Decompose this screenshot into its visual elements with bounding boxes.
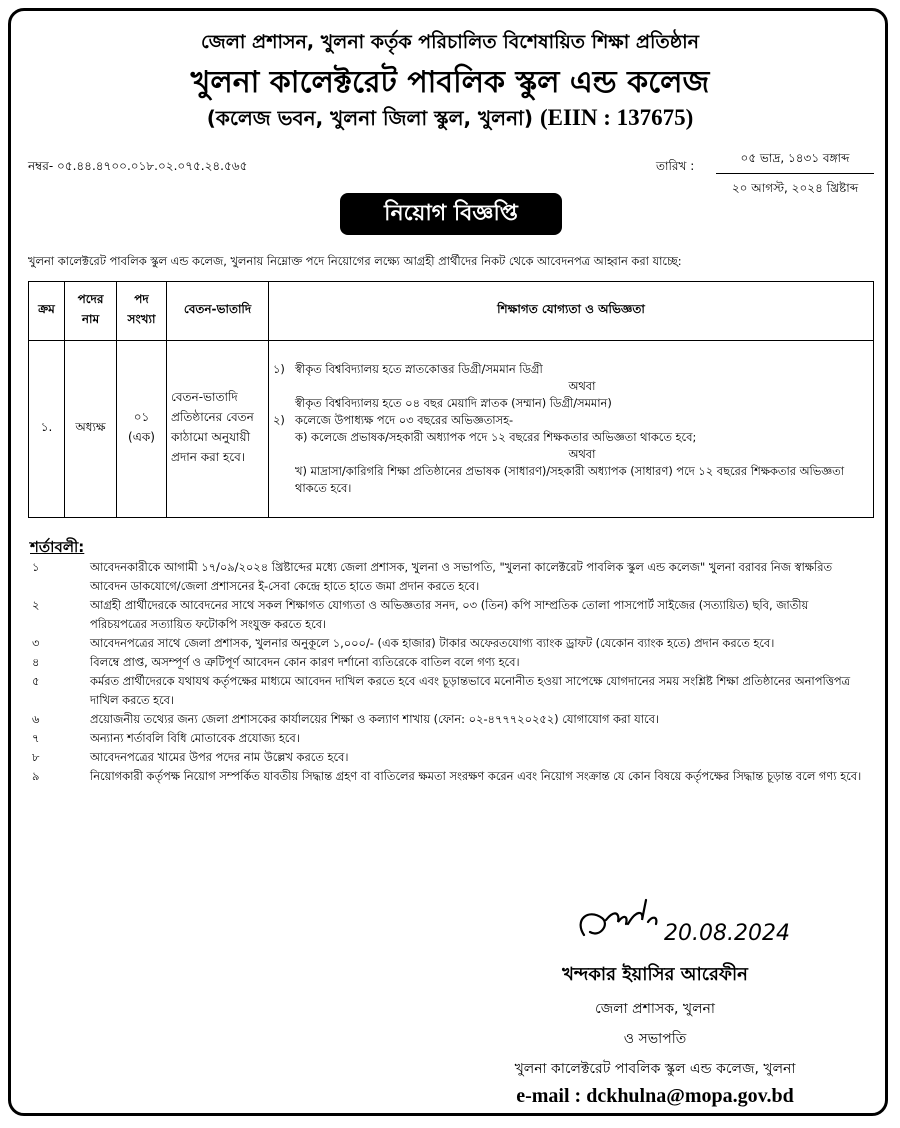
term-text: আবেদনপত্রের সাথে জেলা প্রশাসক, খুলনার অনুকূলে ১,০০০/- (এক হাজার) টাকার অফেরতযোগ্য ব্যাংক ড্রাফট (যেকোন ব্যাংক হতে) প্রদান করতে হবে।	[90, 636, 775, 650]
col-count: পদ সংখ্যা	[117, 282, 167, 341]
list-item	[30, 558, 868, 596]
signature-date: 20.08.2024	[664, 921, 790, 946]
qual-1b: স্বীকৃত বিশ্ববিদ্যালয় হতে ০৪ বছর মেয়াদি স্নাতক (সম্মান) ডিগ্রী/সমমান)	[295, 396, 612, 410]
qual-or-2: অথবা	[568, 447, 596, 461]
list-item	[30, 729, 868, 748]
date-english: ২০ আগস্ট, ২০২৪ খ্রিষ্টাব্দ	[731, 181, 859, 195]
signatory-block	[440, 960, 870, 1108]
term-number: ১	[32, 560, 40, 574]
header-authority: জেলা প্রশাসন, খুলনা কর্তৃক পরিচালিত বিশেষায়িত শিক্ষা প্রতিষ্ঠান	[201, 31, 699, 53]
term-text: প্রয়োজনীয় তথ্যের জন্য জেলা প্রশাসকের কার্যালয়ের শিক্ষা ও কল্যাণ শাখায় (ফোন: ০২-৪৭৭৭২০২৫২) যোগাযোগ করা যাবে।	[90, 712, 660, 726]
term-number: ৬	[32, 712, 40, 726]
address-text: (কলেজ ভবন, খুলনা জিলা স্কুল, খুলনা)	[206, 106, 533, 130]
col-salary: বেতন-ভাতাদি	[167, 282, 269, 341]
term-number: ২	[32, 598, 40, 612]
qual-num-1: ১)	[273, 362, 285, 376]
list-item	[30, 634, 868, 653]
cell-salary: বেতন-ভাতাদি প্রতিষ্ঠানের বেতন কাঠামো অনুযায়ী প্রদান করা হবে।	[167, 341, 269, 518]
institution-address	[0, 104, 900, 137]
term-number: ৩	[32, 636, 40, 650]
term-text: অন্যান্য শর্তাবলি বিধি মোতাবেক প্রযোজ্য হবে।	[90, 731, 300, 745]
term-text: আগ্রহী প্রার্থীদেরকে আবেদনের সাথে সকল শিক্ষাগত যোগ্যতা ও অভিজ্ঞতার সনদ, ০৩ (তিন) কপি সাম্প্রতিক তোলা পাসপোর্ট সাইজের (সত্যায়িত) ছবি, জাতীয় পরিচয়পত্রের সত্যায়িত ফটোকপি সংযুক্ত করতে হবে।	[90, 598, 809, 631]
qual-2: কলেজে উপাধ্যক্ষ পদে ০৩ বছরের অভিজ্ঞতাসহ-	[295, 413, 514, 427]
eiin-number: (EIIN : 137675)	[539, 105, 694, 130]
cell-post: অধ্যক্ষ	[65, 341, 117, 518]
terms-list	[30, 558, 868, 786]
list-item	[30, 596, 868, 634]
cell-serial: ১.	[29, 341, 65, 518]
term-number: ৮	[32, 750, 40, 764]
term-number: ৪	[32, 655, 40, 669]
signatory-title: জেলা প্রশাসক, খুলনা	[595, 1001, 715, 1017]
term-text: আবেদনপত্রের খামের উপর পদের নাম উল্লেখ করতে হবে।	[90, 750, 349, 764]
term-text: নিয়োগকারী কর্তৃপক্ষ নিয়োগ সম্পর্কিত যাবতীয় সিদ্ধান্ত গ্রহণ বা বাতিলের ক্ষমতা সংরক্ষণ করেন এবং নিয়োগ সংক্রান্ত যে কোন বিষয়ে কর্তৃপক্ষের সিদ্ধান্ত চূড়ান্ত বলে গণ্য হবে।	[90, 769, 862, 783]
signatory-role: ও সভাপতি	[623, 1031, 687, 1047]
intro-text: খুলনা কালেক্টরেট পাবলিক স্কুল এন্ড কলেজ, খুলনায় নিম্নোক্ত পদে নিয়োগের লক্ষ্যে আগ্রহী প্রার্থীদের নিকট থেকে আবেদনপত্র আহ্বান করা যাচ্ছে:	[28, 254, 682, 268]
memo-number: নম্বর- ০৫.৪৪.৪৭০০.০১৮.০২.০৭৫.২৪.৫৬৫	[28, 159, 248, 173]
notice-title: নিয়োগ বিজ্ঞপ্তি	[340, 193, 562, 235]
col-post: পদের নাম	[65, 282, 117, 341]
term-text: বিলম্বে প্রাপ্ত, অসম্পূর্ণ ও ত্রুটিপূর্ণ আবেদন কোন কারণ দর্শানো ব্যতিরেকে বাতিল বলে গণ্য হবে।	[90, 655, 520, 669]
term-number: ৫	[32, 674, 40, 688]
qual-2b: খ) মাদ্রাসা/কারিগরি শিক্ষা প্রতিষ্ঠানের প্রভাষক (সাধারণ)/সহকারী অধ্যাপক (সাধারণ) পদে ১২ বছরের শিক্ষকতার অভিজ্ঞতা থাকতে হবে।	[295, 464, 844, 495]
term-text: কর্মরত প্রার্থীদেরকে যথাযথ কর্তৃপক্ষের মাধ্যমে আবেদন দাখিল করতে হবে এবং চূড়ান্তভাবে মনোনীত হওয়া সাপেক্ষে যোগদানের সময় সংশ্লিষ্ট শিক্ষা প্রতিষ্ঠানের অনাপত্তিপত্র দাখিল করতে হবে।	[90, 674, 850, 707]
date-bangla: ০৫ ভাদ্র, ১৪৩১ বঙ্গাব্দ	[716, 150, 874, 174]
cell-qualification	[269, 341, 874, 518]
qual-num-2: ২)	[273, 413, 285, 427]
table-row	[29, 341, 874, 518]
date-block	[716, 150, 874, 200]
qual-1: স্বীকৃত বিশ্ববিদ্যালয় হতে স্নাতকোত্তর ডিগ্রী/সমমান ডিগ্রী	[295, 362, 543, 376]
term-number: ৯	[32, 769, 40, 783]
qual-or-1: অথবা	[568, 379, 596, 393]
signatory-org: খুলনা কালেক্টরেট পাবলিক স্কুল এন্ড কলেজ, খুলনা	[514, 1061, 796, 1077]
table-header-row	[29, 282, 874, 341]
vacancy-table	[28, 281, 874, 518]
col-serial: ক্রম	[29, 282, 65, 341]
handwritten-signature	[566, 880, 806, 955]
date-label: তারিখ :	[656, 159, 695, 173]
col-qualification: শিক্ষাগত যোগ্যতা ও অভিজ্ঞতা	[269, 282, 874, 341]
term-text: আবেদনকারীকে আগামী ১৭/০৯/২০২৪ খ্রিষ্টাব্দের মধ্যে জেলা প্রশাসক, খুলনা ও সভাপতি, "খুলনা কালেক্টরেট পাবলিক স্কুল এন্ড কলেজ" খুলনা বরাবর নিজ স্বাক্ষরিত আবেদন ডাকযোগে/জেলা প্রশাসনের ই-সেবা কেন্দ্রে হাতে হাতে জমা প্রদান করতে হবে।	[90, 560, 833, 593]
institution-name: খুলনা কালেক্টরেট পাবলিক স্কুল এন্ড কলেজ	[190, 65, 710, 100]
list-item	[30, 748, 868, 767]
signatory-name: খন্দকার ইয়াসির আরেফীন	[562, 964, 748, 985]
contact-email: e-mail : dckhulna@mopa.gov.bd	[516, 1085, 794, 1107]
list-item	[30, 672, 868, 710]
qual-2a: ক) কলেজে প্রভাষক/সহকারী অধ্যাপক পদে ১২ বছরের শিক্ষকতার অভিজ্ঞতা থাকতে হবে;	[295, 430, 697, 444]
list-item	[30, 767, 868, 786]
term-number: ৭	[32, 731, 40, 745]
cell-count: ০১ (এক)	[117, 341, 167, 518]
list-item	[30, 653, 868, 672]
terms-heading: শর্তাবলী:	[30, 538, 85, 556]
list-item	[30, 710, 868, 729]
